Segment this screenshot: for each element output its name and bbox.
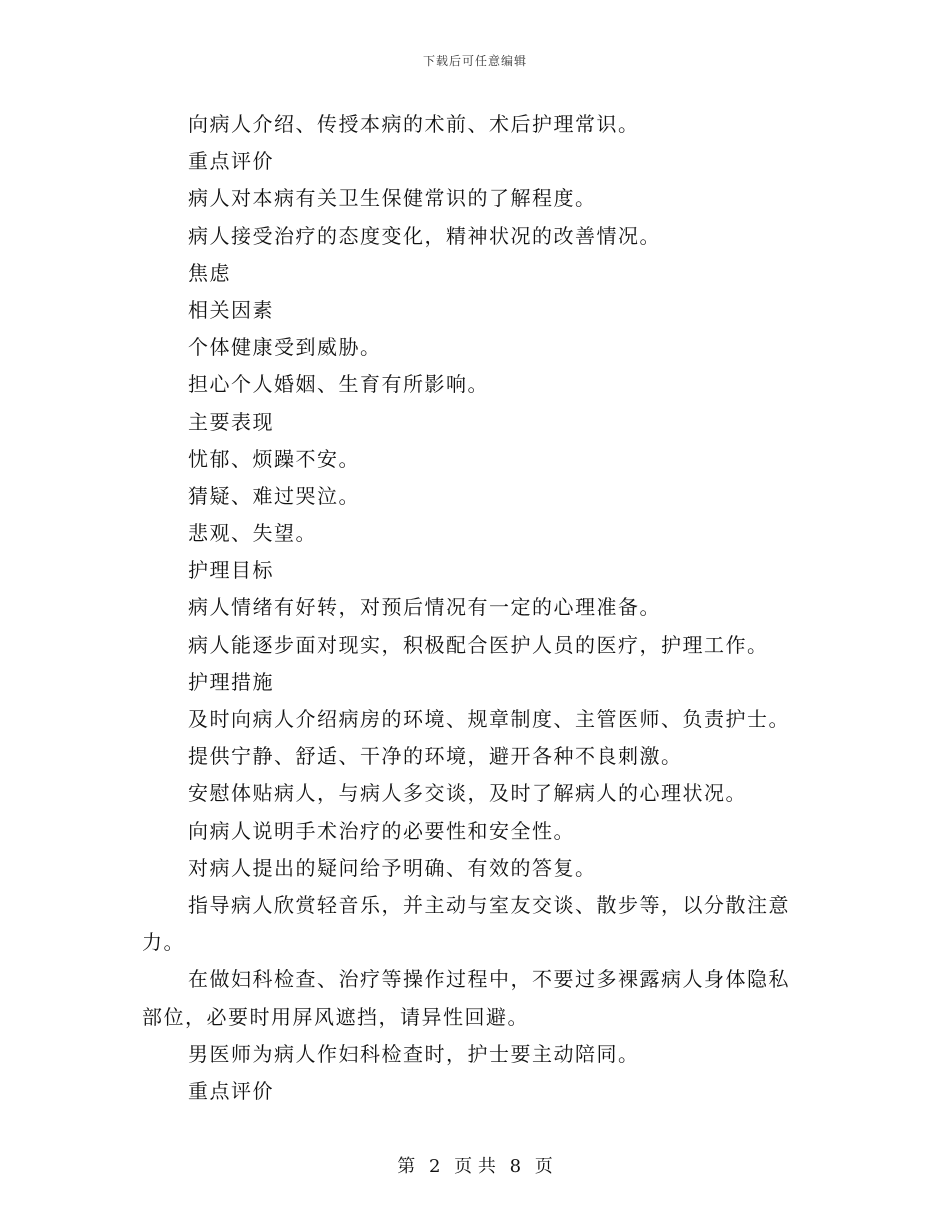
text-line: 重点评价 [188,149,274,174]
text-line: 向病人说明手术治疗的必要性和安全性。 [188,818,575,843]
page-footer [0,1152,950,1178]
text-line: 悲观、失望。 [188,521,317,546]
page-header: 下载后可任意编辑 [422,54,527,68]
text-line: 忧郁、烦躁不安。 [188,446,360,471]
text-line: 向病人介绍、传授本病的术前、术后护理常识。 [188,112,640,136]
text-line: 部位，必要时用屏风遮挡，请异性回避。 [142,1004,529,1029]
text-line: 个体健康受到威胁。 [188,335,382,360]
text-line: 力。 [142,930,185,955]
text-line: 男医师为病人作妇科检查时，护士要主动陪同。 [188,1041,640,1066]
text-line: 对病人提出的疑问给予明确、有效的答复。 [188,855,597,880]
text-line: 病人对本病有关卫生保健常识的了解程度。 [188,186,597,211]
footer-prefix: 第 [397,1156,416,1177]
footer-page-number: 2 [428,1156,441,1177]
text-line: 提供宁静、舒适、干净的环境，避开各种不良刺激。 [188,744,683,769]
text-line: 重点评价 [188,1078,274,1103]
text-line: 及时向病人介绍病房的环境、规章制度、主管医师、负责护士。 [188,707,790,731]
text-line: 病人能逐步面对现实，积极配合医护人员的医疗，护理工作。 [188,632,769,657]
text-line: 指导病人欣赏轻音乐，并主动与室友交谈、散步等，以分散注意 [188,892,790,917]
text-line: 担心个人婚姻、生育有所影响。 [188,372,489,397]
text-line: 猜疑、难过哭泣。 [188,483,360,508]
text-line: 病人接受治疗的态度变化，精神状况的改善情况。 [188,223,661,248]
text-line: 主要表现 [188,409,274,434]
text-line: 病人情绪有好转，对预后情况有一定的心理准备。 [188,595,661,620]
text-line: 安慰体贴病人，与病人多交谈，及时了解病人的心理状况。 [188,781,747,806]
footer-suffix: 页 [534,1156,553,1177]
text-line: 护理目标 [188,558,274,583]
text-line: 护理措施 [188,669,274,694]
page-body [142,106,808,1110]
text-line: 焦虑 [188,260,231,285]
text-line: 在做妇科检查、治疗等操作过程中，不要过多裸露病人身体隐私 [188,967,790,992]
footer-total-pages: 8 [509,1156,522,1177]
footer-middle: 页 共 [454,1156,496,1177]
text-line: 相关因素 [188,297,274,322]
